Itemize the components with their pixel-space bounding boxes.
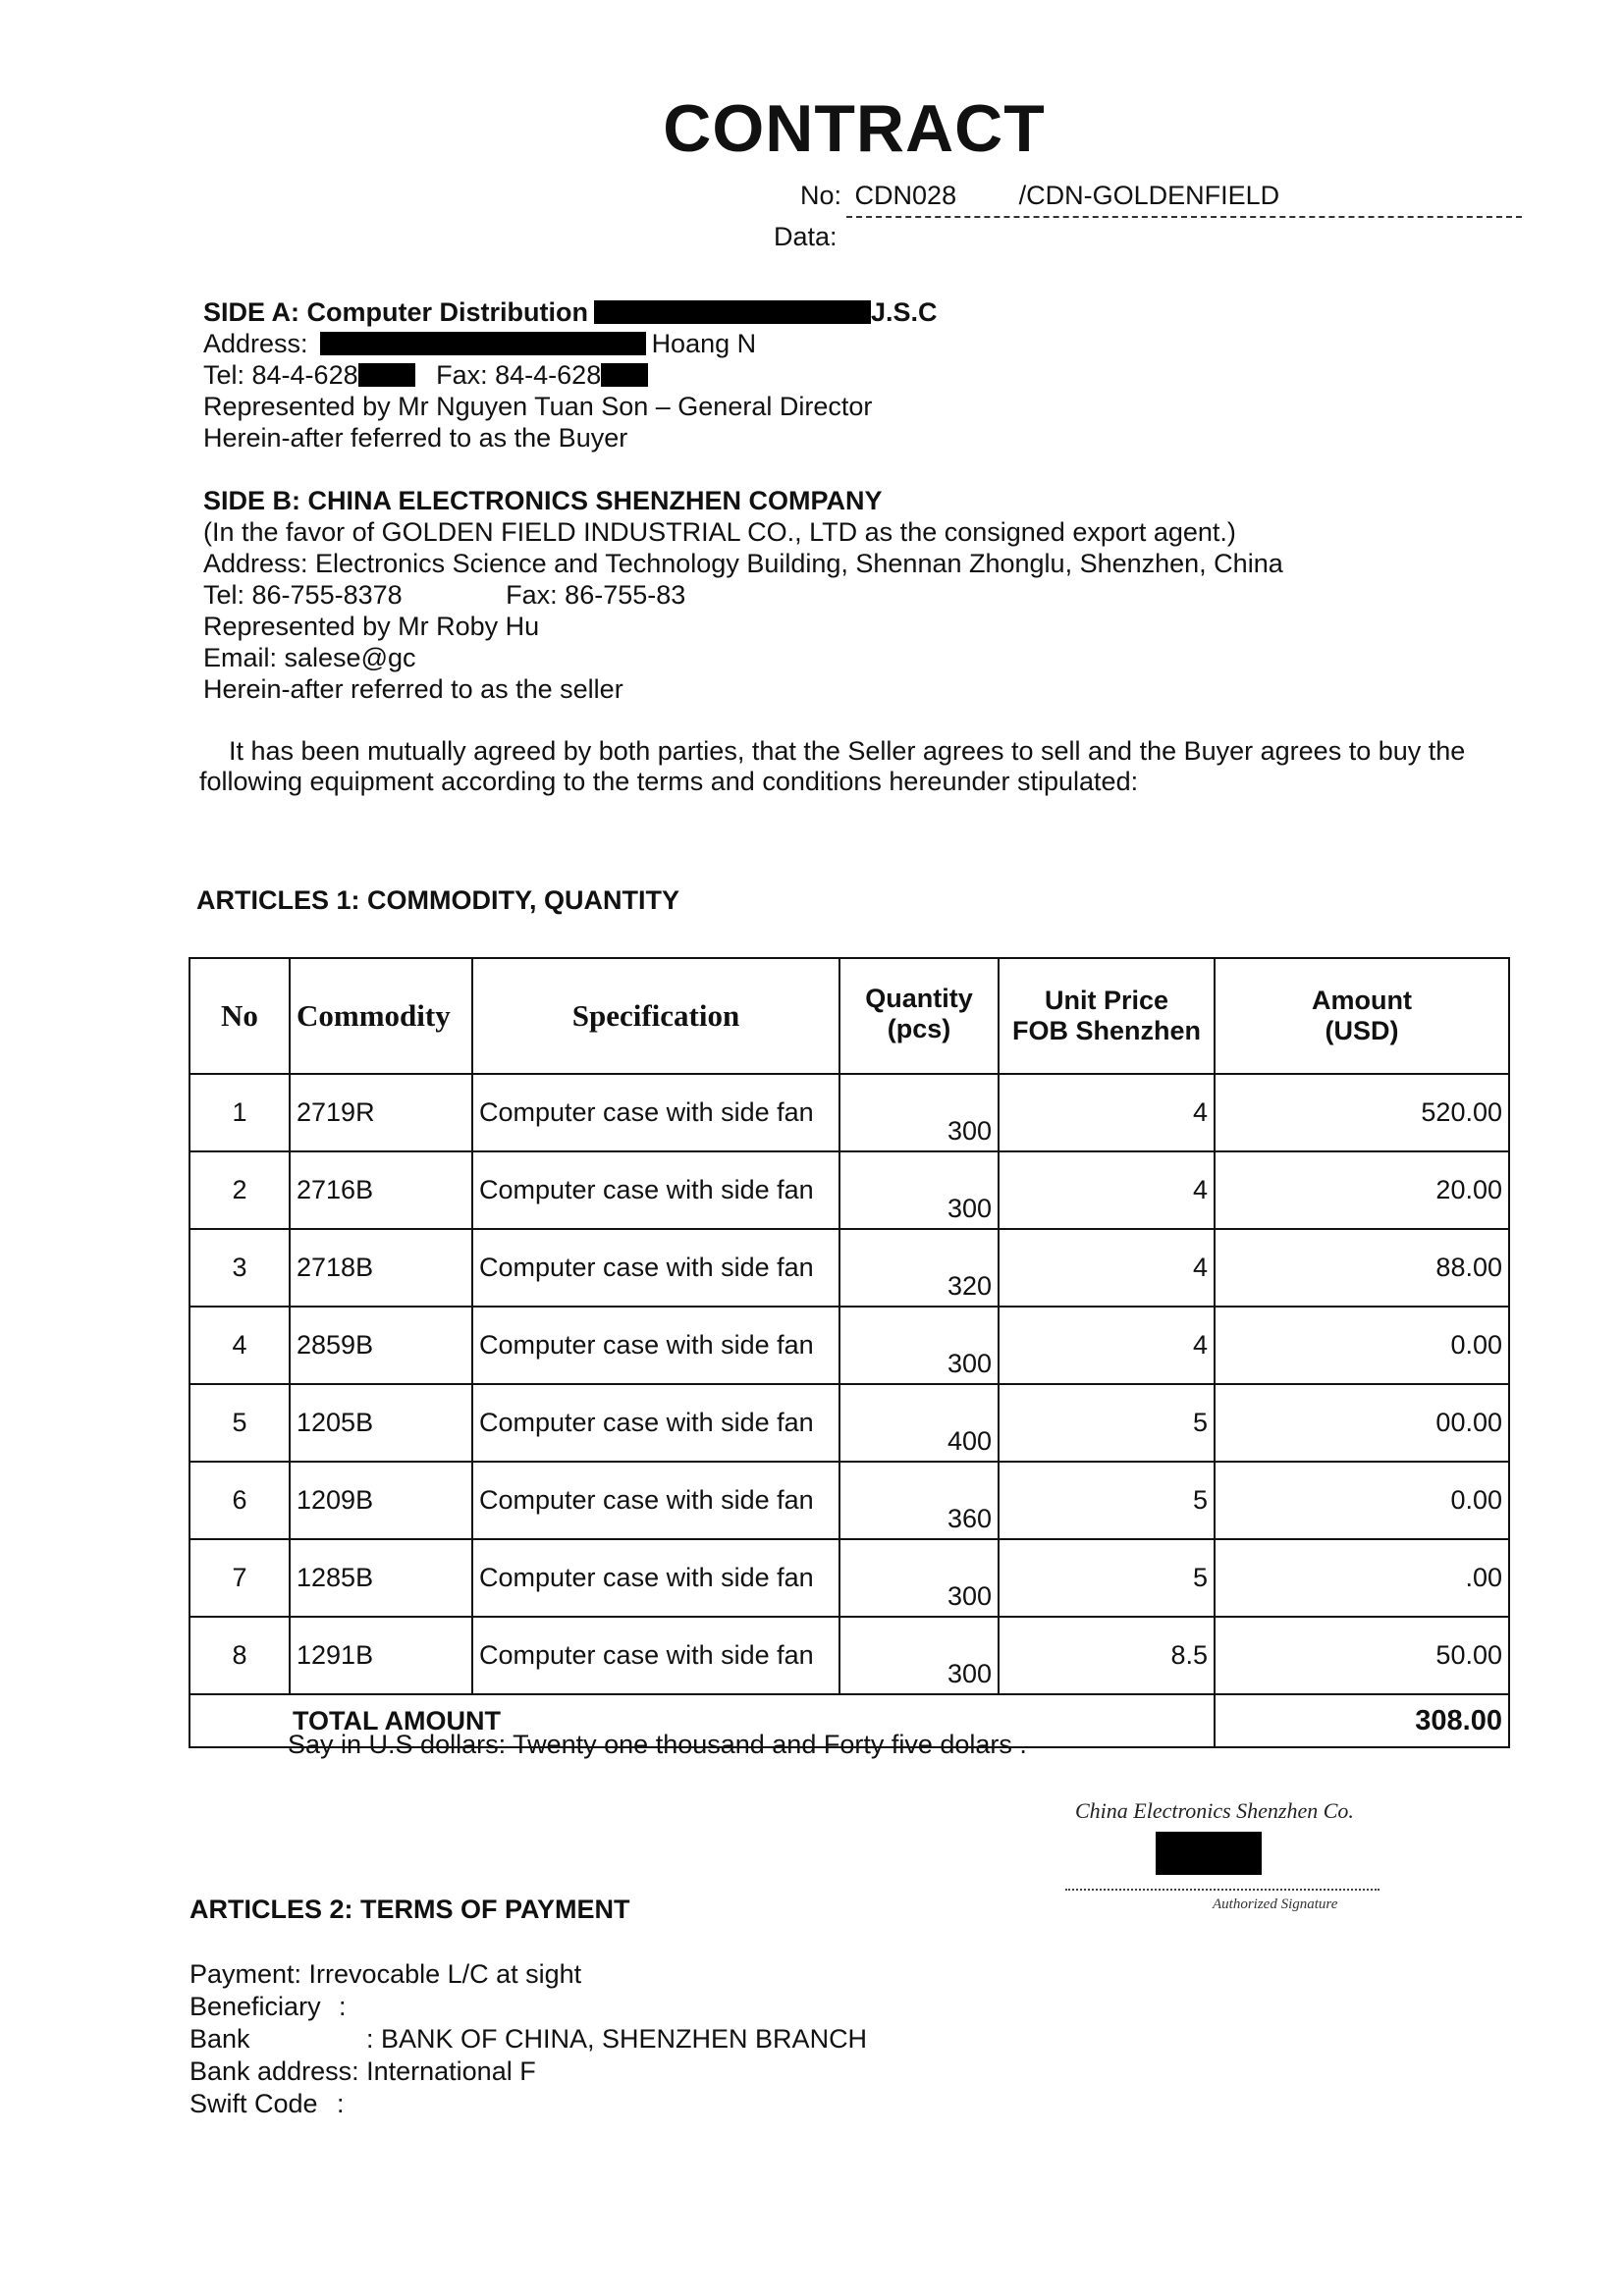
swift-label: Swift Code <box>189 2089 318 2118</box>
row-amount: 20.00 <box>1215 1151 1509 1229</box>
row-specification: Computer case with side fan <box>472 1229 839 1307</box>
row-commodity: 2716B <box>290 1151 472 1229</box>
seal-company-name: China Electronics Shenzhen Co. <box>1075 1798 1354 1823</box>
row-no: 4 <box>189 1307 290 1384</box>
side-b-fax: Fax: 86-755-83 <box>506 580 686 610</box>
row-no: 3 <box>189 1229 290 1307</box>
row-no: 1 <box>189 1074 290 1151</box>
contract-number <box>800 181 1279 211</box>
col-amount <box>1215 958 1509 1074</box>
agreement-paragraph <box>199 736 1515 797</box>
row-quantity: 300 <box>839 1074 999 1151</box>
table-row <box>189 1384 1509 1462</box>
side-b-heading: SIDE B: CHINA ELECTRONICS SHENZHEN COMPANY <box>203 486 883 515</box>
redaction-bar <box>594 300 871 324</box>
row-quantity: 300 <box>839 1617 999 1694</box>
side-a-represented: Represented by Mr Nguyen Tuan Son – General Director <box>203 392 873 421</box>
contract-number-underline <box>846 216 1522 218</box>
row-unit-price: 4 <box>999 1074 1215 1151</box>
side-a-address-label: Address: <box>203 329 308 358</box>
total-amount-label: TOTAL AMOUNT <box>189 1694 1215 1747</box>
swift-value: : <box>337 2089 345 2118</box>
row-unit-price: 4 <box>999 1151 1215 1229</box>
row-quantity: 300 <box>839 1307 999 1384</box>
table-row <box>189 1307 1509 1384</box>
article-2-heading: ARTICLES 2: TERMS OF PAYMENT <box>189 1895 630 1924</box>
row-no: 8 <box>189 1617 290 1694</box>
row-unit-price: 5 <box>999 1462 1215 1539</box>
row-no: 2 <box>189 1151 290 1229</box>
row-amount: 88.00 <box>1215 1229 1509 1307</box>
table-row <box>189 1229 1509 1307</box>
row-amount: 0.00 <box>1215 1462 1509 1539</box>
side-a-heading <box>203 296 938 328</box>
row-specification: Computer case with side fan <box>472 1462 839 1539</box>
beneficiary-value: : <box>339 1992 347 2021</box>
side-a-block <box>203 296 938 454</box>
contract-number-suffix: /CDN-GOLDENFIELD <box>1018 181 1280 210</box>
commodity-table <box>189 957 1510 1748</box>
redaction-bar <box>358 363 415 387</box>
contract-title: CONTRACT <box>663 91 1046 166</box>
side-b-block <box>203 485 1283 705</box>
row-unit-price: 8.5 <box>999 1617 1215 1694</box>
row-commodity: 1205B <box>290 1384 472 1462</box>
col-unit-price-line1: Unit Price <box>1044 986 1169 1015</box>
side-a-address-tail: Hoang N <box>651 329 757 358</box>
row-quantity: 300 <box>839 1151 999 1229</box>
table-row <box>189 1074 1509 1151</box>
side-a-tel: Tel: 84-4-628 <box>203 360 358 390</box>
bank-address-line: Bank address: International F <box>189 2056 536 2086</box>
side-a-address <box>203 328 938 359</box>
side-b-address: Address: Electronics Science and Technology Building, Shennan Zhonglu, Shenzhen, China <box>203 549 1283 578</box>
col-quantity-line1: Quantity <box>865 984 973 1013</box>
agreement-text: It has been mutually agreed by both parties, that the Seller agrees to sell and the Buyer agrees to buy the following equipment according to the terms and conditions hereunder stipulated: <box>199 736 1466 796</box>
row-commodity: 2859B <box>290 1307 472 1384</box>
row-specification: Computer case with side fan <box>472 1307 839 1384</box>
table-header-row <box>189 958 1509 1074</box>
contract-number-label: No: <box>800 181 842 210</box>
row-amount: 00.00 <box>1215 1384 1509 1462</box>
row-amount: 0.00 <box>1215 1307 1509 1384</box>
row-unit-price: 4 <box>999 1229 1215 1307</box>
side-b-represented: Represented by Mr Roby Hu <box>203 612 540 641</box>
total-amount-value: 308.00 <box>1215 1694 1509 1747</box>
col-unit-price <box>999 958 1215 1074</box>
payment-terms <box>189 1958 867 2120</box>
col-quantity <box>839 958 999 1074</box>
row-amount: .00 <box>1215 1539 1509 1617</box>
col-commodity: Commodity <box>290 958 472 1074</box>
side-b-phone <box>203 579 1283 611</box>
row-amount: 520.00 <box>1215 1074 1509 1151</box>
redaction-bar <box>601 363 648 387</box>
beneficiary-line <box>189 1991 867 2023</box>
row-quantity: 300 <box>839 1539 999 1617</box>
row-unit-price: 5 <box>999 1384 1215 1462</box>
side-b-email: Email: salese@gc <box>203 643 416 672</box>
authorized-signature-label: Authorized Signature <box>1213 1896 1338 1912</box>
row-specification: Computer case with side fan <box>472 1384 839 1462</box>
row-specification: Computer case with side fan <box>472 1151 839 1229</box>
table-row <box>189 1617 1509 1694</box>
row-no: 6 <box>189 1462 290 1539</box>
side-b-favor: (In the favor of GOLDEN FIELD INDUSTRIAL CO., LTD as the consigned export agent.) <box>203 517 1236 547</box>
side-a-herein: Herein-after feferred to as the Buyer <box>203 423 628 453</box>
bank-value: : BANK OF CHINA, SHENZHEN BRANCH <box>366 2024 868 2054</box>
row-quantity: 360 <box>839 1462 999 1539</box>
col-specification: Specification <box>472 958 839 1074</box>
bank-label: Bank <box>189 2024 250 2054</box>
col-no: No <box>189 958 290 1074</box>
row-commodity: 2719R <box>290 1074 472 1151</box>
table-row <box>189 1462 1509 1539</box>
swift-line <box>189 2088 867 2120</box>
row-amount: 50.00 <box>1215 1617 1509 1694</box>
row-commodity: 2718B <box>290 1229 472 1307</box>
row-commodity: 1209B <box>290 1462 472 1539</box>
row-specification: Computer case with side fan <box>472 1539 839 1617</box>
row-no: 7 <box>189 1539 290 1617</box>
col-quantity-line2: (pcs) <box>887 1014 951 1043</box>
side-b-herein: Herein-after referred to as the seller <box>203 674 623 704</box>
contract-date: Data: <box>774 222 838 251</box>
row-unit-price: 4 <box>999 1307 1215 1384</box>
col-amount-line1: Amount <box>1312 986 1412 1015</box>
col-amount-line2: (USD) <box>1325 1016 1399 1045</box>
signature-line <box>1065 1889 1380 1891</box>
row-commodity: 1291B <box>290 1617 472 1694</box>
beneficiary-label: Beneficiary <box>189 1992 321 2021</box>
row-unit-price: 5 <box>999 1539 1215 1617</box>
signature-redaction <box>1156 1832 1262 1875</box>
payment-line: Payment: Irrevocable L/C at sight <box>189 1959 582 1989</box>
side-b-tel: Tel: 86-755-8378 <box>203 580 403 610</box>
row-quantity: 400 <box>839 1384 999 1462</box>
company-seal <box>1065 1798 1389 1926</box>
redaction-bar <box>320 332 646 355</box>
side-a-phone <box>203 359 938 391</box>
col-unit-price-line2: FOB Shenzhen <box>1011 1016 1201 1045</box>
row-specification: Computer case with side fan <box>472 1074 839 1151</box>
side-a-heading-suffix: J.S.C <box>871 297 938 327</box>
side-a-heading-text: SIDE A: Computer Distribution <box>203 297 588 327</box>
row-quantity: 320 <box>839 1229 999 1307</box>
contract-number-value: CDN028 <box>854 181 957 210</box>
row-no: 5 <box>189 1384 290 1462</box>
row-specification: Computer case with side fan <box>472 1617 839 1694</box>
table-row <box>189 1539 1509 1617</box>
side-a-fax: Fax: 84-4-628 <box>436 360 602 390</box>
bank-line <box>189 2023 867 2056</box>
article-1-heading: ARTICLES 1: COMMODITY, QUANTITY <box>196 885 679 915</box>
table-row <box>189 1151 1509 1229</box>
amount-in-words: Say in U.S dollars: Twenty one thousand and Forty five dolars . <box>288 1730 1027 1759</box>
row-commodity: 1285B <box>290 1539 472 1617</box>
